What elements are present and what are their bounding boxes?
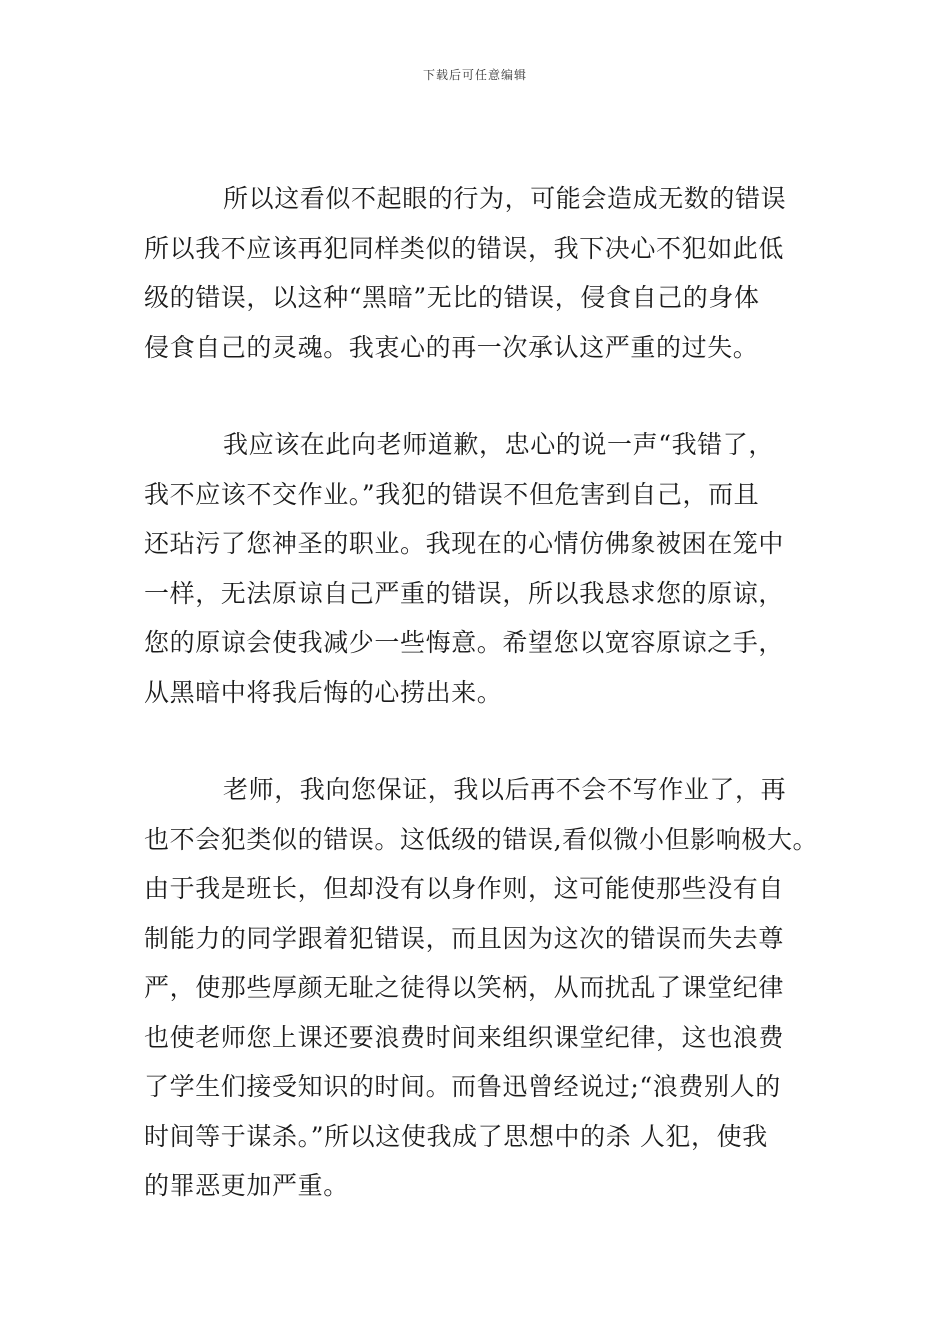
text-line: 还玷污了您神圣的职业。我现在的心情仿佛象被困在笼中	[144, 529, 785, 558]
text-line: 时间等于谋杀。”所以这使我成了思想中的杀 人犯，使我	[144, 1121, 768, 1151]
text-line: 也不会犯类似的错误。这低级的错误,看似微小但影响极大。	[144, 824, 819, 854]
text-line: 一样，无法原谅自己严重的错误，所以我恳求您的原谅，	[144, 578, 785, 608]
text-line: 了学生们接受知识的时间。而鲁迅曾经说过;“浪费别人的	[144, 1072, 781, 1101]
text-line: 严，使那些厚颜无耻之徒得以笑柄，从而扰乱了课堂纪律	[144, 973, 785, 1002]
text-line: 您的原谅会使我减少一些悔意。希望您以宽容原谅之手，	[144, 628, 785, 657]
text-line: 所以这看似不起眼的行为，可能会造成无数的错误	[223, 184, 787, 213]
paragraph-1	[144, 174, 812, 372]
text-line: 也使老师您上课还要浪费时间来组织课堂纪律，这也浪费	[144, 1022, 785, 1052]
page-header: 下载后可任意编辑	[422, 68, 527, 82]
text-line: 我应该在此向老师道歉，忠心的说一声“我错了，	[223, 430, 774, 459]
document-body	[144, 174, 819, 1259]
text-line: 侵食自己的灵魂。我衷心的再一次承认这严重的过失。	[144, 332, 759, 362]
paragraph-2	[144, 420, 812, 717]
text-line: 的罪恶更加严重。	[144, 1171, 349, 1200]
text-line: 从黑暗中将我后悔的心捞出来。	[144, 677, 503, 707]
text-line: 所以我不应该再犯同样类似的错误，我下决心不犯如此低	[144, 233, 785, 263]
paragraph-3	[144, 765, 819, 1211]
text-line: 由于我是班长，但却没有以身作则，这可能使那些没有自	[144, 874, 785, 903]
text-line: 我不应该不交作业。”我犯的错误不但危害到自己，而且	[144, 479, 760, 509]
text-line: 老师，我向您保证，我以后再不会不写作业了，再	[223, 775, 787, 804]
text-line: 制能力的同学跟着犯错误，而且因为这次的错误而失去尊	[144, 923, 785, 953]
text-line: 级的错误，以这种“黑暗”无比的错误，侵食自己的身体	[144, 283, 760, 312]
